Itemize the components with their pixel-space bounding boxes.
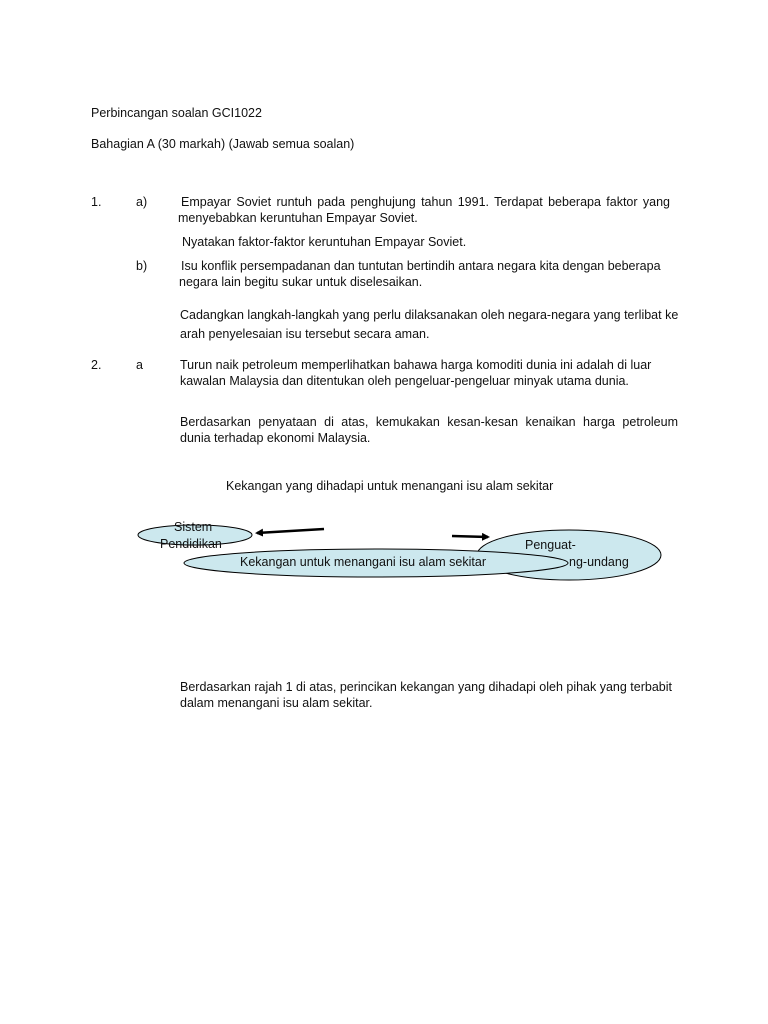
- question-1a-task: Nyatakan faktor-faktor keruntuhan Empayar Soviet.: [182, 235, 467, 249]
- question-1-number: 1.: [91, 195, 102, 209]
- arrow-to-penguatkuasaan: [452, 536, 488, 537]
- diagram-title: Kekangan yang dihadapi untuk menangani isu alam sekitar: [226, 479, 554, 493]
- question-1b-task: Cadangkan langkah-langkah yang perlu dilaksanakan oleh negara-negara yang terlibat ke arah penyelesaian isu tersebut secara aman.: [180, 308, 679, 341]
- question-2-number: 2.: [91, 358, 102, 372]
- question-1b-label: b): [136, 259, 148, 273]
- label-sistem: Sistem: [174, 520, 213, 534]
- section-heading: Bahagian A (30 markah) (Jawab semua soalan): [91, 137, 355, 151]
- question-1a-text: Empayar Soviet runtuh pada penghujung tahun 1991. Terdapat beberapa faktor yang menyebabkan keruntuhan Empayar Soviet.: [178, 195, 670, 225]
- label-center-constraints: Kekangan untuk menangani isu alam sekitar: [240, 555, 486, 569]
- question-1a-label: a): [136, 195, 148, 209]
- diagram-question: Berdasarkan rajah 1 di atas, perincikan kekangan yang dihadapi oleh pihak yang terbabit dalam menangani isu alam sekitar.: [180, 680, 672, 710]
- question-2a-text: Turun naik petroleum memperlihatkan bahawa harga komoditi dunia ini adalah di luar kawalan Malaysia dan ditentukan oleh pengeluar-pengeluar minyak utama dunia.: [180, 358, 652, 388]
- document-title: Perbincangan soalan GCI1022: [91, 106, 262, 120]
- question-2a-task: Berdasarkan penyataan di atas, kemukakan kesan-kesan kenaikan harga petroleum dunia terhadap ekonomi Malaysia.: [180, 415, 678, 445]
- label-penguat: Penguat-: [525, 538, 576, 552]
- label-undang: ng-undang: [569, 555, 629, 569]
- arrow-to-sistem-pendidikan: [257, 529, 324, 533]
- label-pendidikan: Pendidikan: [160, 537, 222, 551]
- question-1b-text: Isu konflik persempadanan dan tuntutan bertindih antara negara kita dengan beberapa negara lain begitu sukar untuk diselesaikan.: [179, 259, 661, 289]
- question-2a-label: a: [136, 358, 143, 372]
